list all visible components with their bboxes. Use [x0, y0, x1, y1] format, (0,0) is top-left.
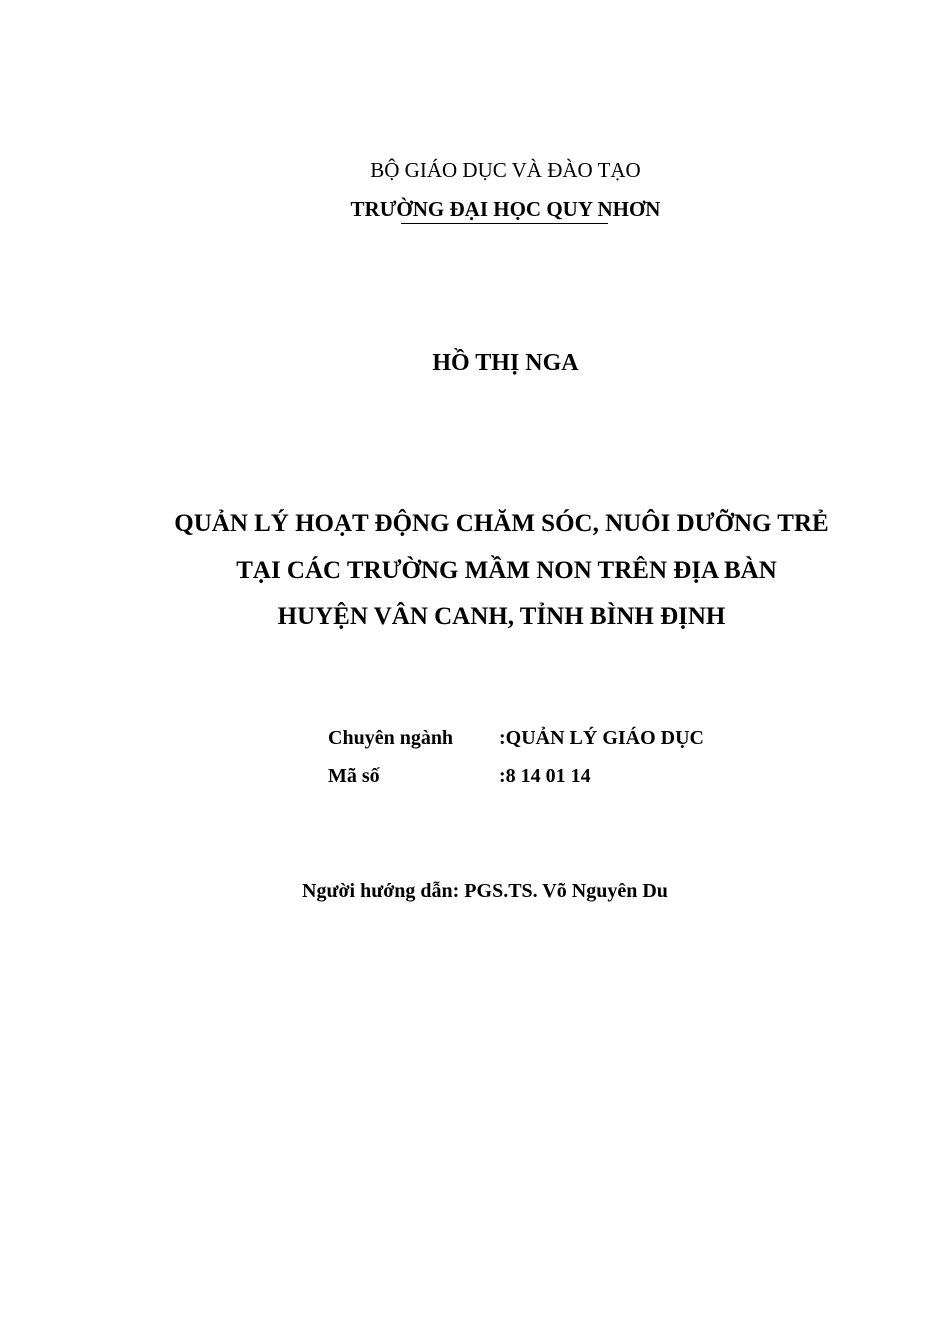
major-value: :QUẢN LÝ GIÁO DỤC — [499, 727, 704, 749]
university-name: TRƯỜNG ĐẠI HỌC QUY NHƠN — [350, 197, 661, 221]
thesis-title-line-2: TẠI CÁC TRƯỜNG MẦM NON TRÊN ĐỊA BÀN — [236, 557, 777, 584]
ministry-name: BỘ GIÁO DỤC VÀ ĐÀO TẠO — [370, 158, 641, 182]
code-label: Mã số — [328, 765, 380, 787]
advisor-line: Người hướng dẫn: PGS.TS. Võ Nguyên Du — [302, 880, 668, 902]
code-value: :8 14 01 14 — [499, 765, 591, 787]
thesis-title-line-1: QUẢN LÝ HOẠT ĐỘNG CHĂM SÓC, NUÔI DƯỠNG TRẺ — [174, 510, 829, 537]
university-underline — [401, 223, 608, 224]
major-label: Chuyên ngành — [328, 727, 454, 749]
author-name: HỒ THỊ NGA — [432, 350, 579, 376]
major-row — [328, 727, 704, 750]
thesis-title-line-3: HUYỆN VÂN CANH, TỈNH BÌNH ĐỊNH — [277, 603, 726, 630]
code-row — [328, 765, 591, 788]
